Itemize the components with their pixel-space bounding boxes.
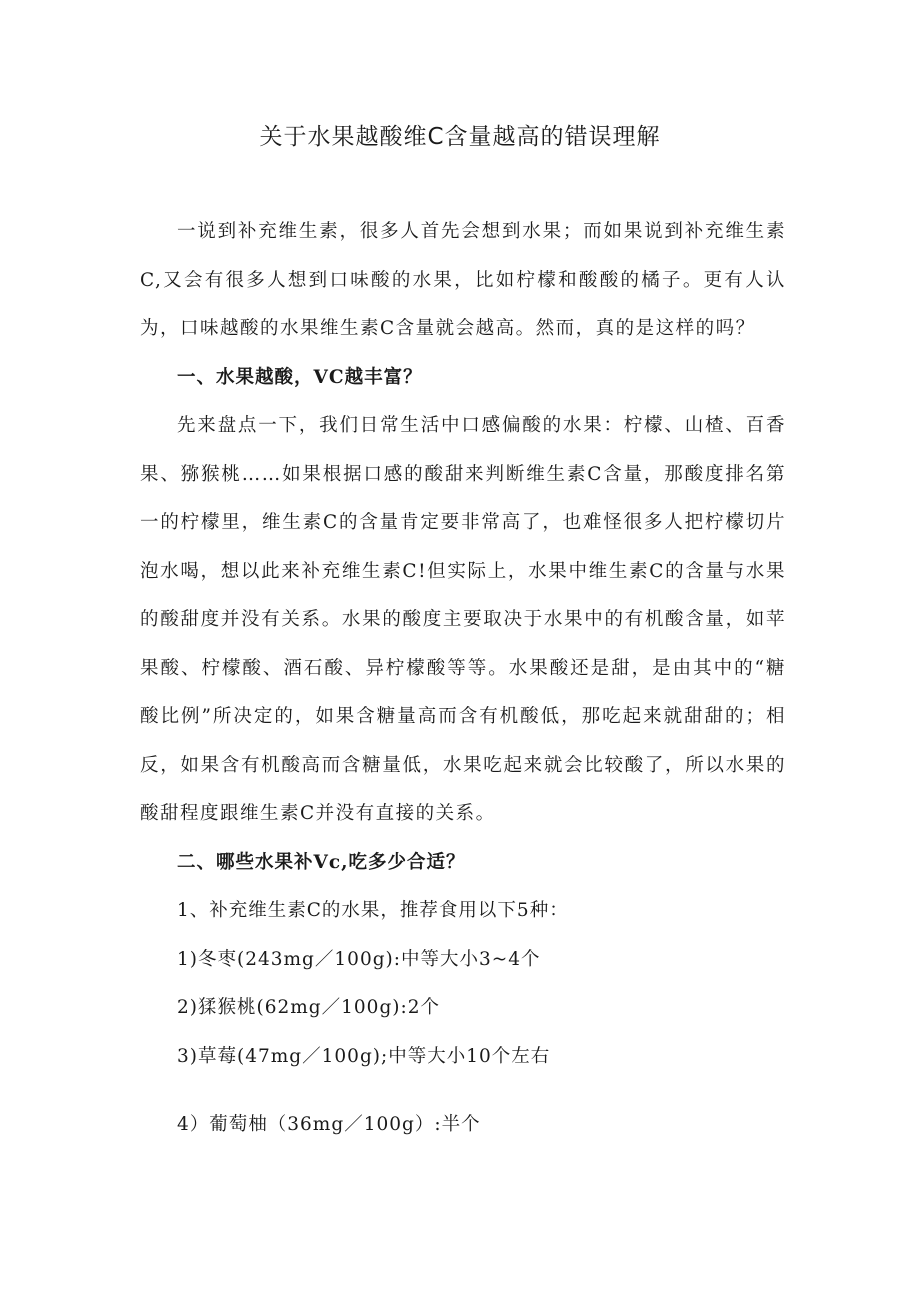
- list-item: 3)草莓(47mg／100g);中等大小10个左右: [177, 1045, 551, 1067]
- section-1-heading: 一、水果越酸，VC越丰富？: [177, 366, 423, 388]
- list-item: 1)冬枣(243mg／100g):中等大小3~4个: [177, 948, 541, 970]
- section-2-heading: 二、哪些水果补Vc,吃多少合适？: [177, 851, 466, 873]
- intro-paragraph: 一说到补充维生素，很多人首先会想到水果；而如果说到补充维生素C,又会有很多人想到口味酸的水果，比如柠檬和酸酸的橘子。更有人认为，口味越酸的水果维生素C含量就会越高。然而，真的是这样的吗？: [140, 221, 786, 339]
- section-2-subheading: 1、补充维生素C的水果，推荐食用以下5种：: [177, 900, 569, 921]
- list-item: 4）葡萄柚（36mg／100g）:半个: [177, 1114, 481, 1135]
- list-item: 2)猱猴桃(62mg／100g):2个: [177, 997, 441, 1018]
- document-title: 关于水果越酸维C含量越高的错误理解: [259, 124, 661, 150]
- document-body: [140, 208, 786, 1150]
- section-1-paragraph: 先来盘点一下，我们日常生活中口感偏酸的水果：柠檬、山楂、百香果、猕猴桃……如果根据口感的酸甜来判断维生素C含量，那酸度排名第一的柠檬里，维生素C的含量肯定要非常高了，也难怪很多人把柠檬切片泡水喝，想以此来补充维生素C!但实际上，水果中维生素C的含量与水果的酸甜度并没有关系。水果的酸度主要取决于水果中的有机酸含量，如苹果酸、柠檬酸、酒石酸、异柠檬酸等等。水果酸还是甜，是由其中的“糖酸比例”所决定的，如果含糖量高而含有机酸低，那吃起来就甜甜的；相反，如果含有机酸高而含糖量低，水果吃起来就会比较酸了，所以水果的酸甜程度跟维生素C并没有直接的关系。: [140, 415, 786, 824]
